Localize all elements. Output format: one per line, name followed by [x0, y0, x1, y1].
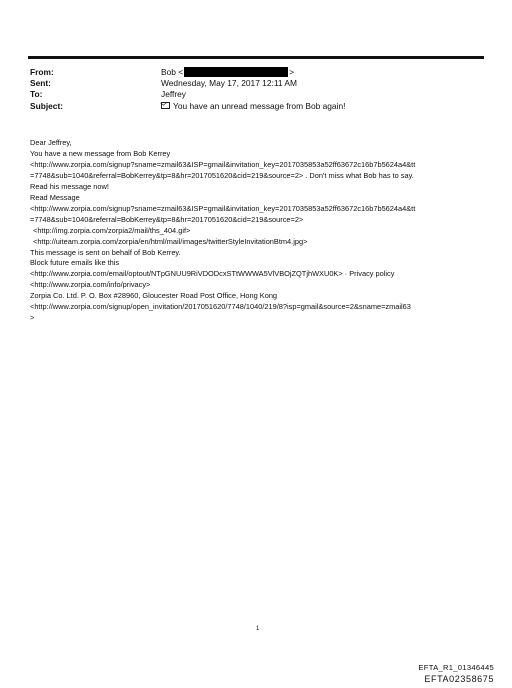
block-emails-link[interactable]: Block future emails like this [30, 258, 120, 268]
open-invitation-link[interactable]: <http://www.zorpia.com/signup/open_invitation/2017051620/7748/1040/219/8?isp=gmail&source=2&sname=zmail63 [30, 302, 411, 312]
body-line: You have a new message from Bob Kerrey [30, 148, 171, 158]
from-name: Bob < [161, 67, 184, 77]
open-invitation-link-cont[interactable]: > [30, 313, 35, 323]
subject-label: Subject: [30, 100, 64, 111]
image-link[interactable]: <http://uiteam.zorpia.com/zorpia/en/html/mail/images/twitterStyleInvitationBtm4.jpg> [33, 236, 308, 246]
bates-number-2: EFTA02358675 [424, 674, 494, 684]
from-row [30, 67, 480, 78]
signup-link-cont[interactable]: =7748&sub=1040&referral=BobKerrey&tp=8&hr=2017051620&cid=219&source=2> . Don't miss what Bob has to say. [30, 170, 414, 180]
company-address: Zorpia Co. Ltd. P. O. Box #28960, Gloucester Road Post Office, Hong Kong [30, 291, 278, 301]
from-value [161, 67, 480, 78]
sent-value: Wednesday, May 17, 2017 12:11 AM [161, 78, 297, 89]
read-message-link[interactable]: Read Message [30, 192, 80, 202]
read-message-url[interactable]: <http://www.zorpia.com/signup?sname=zmail63&ISP=gmail&invitation_key=2017035853a52ff63672c16b7b5624a4&tt [30, 203, 416, 213]
page-number: 1 [256, 626, 260, 632]
body-line: This message is sent on behalf of Bob Kerrey. [30, 247, 181, 257]
envelope-icon [161, 102, 170, 109]
sent-row [30, 78, 480, 89]
subject-row [30, 101, 480, 112]
from-label: From: [30, 67, 54, 77]
image-link[interactable]: <http://img.zorpia.com/zorpia2/mail/ths_404.gif> [33, 225, 191, 235]
subject-value: You have an unread message from Bob again! [173, 100, 346, 111]
redaction-box [184, 67, 288, 77]
header-rule [28, 56, 484, 59]
email-body [30, 138, 486, 324]
optout-link[interactable]: <http://www.zorpia.com/email/optout/NTpGNUU9RiVDODcxSTtWWWA5VlVBOjZQTjhWXU0K> · Privacy policy [30, 269, 395, 279]
subject-value-wrap [161, 101, 480, 112]
read-message-url-cont[interactable]: =7748&sub=1040&referral=BobKerrey&tp=8&hr=2017051620&cid=219&source=2> [30, 214, 304, 224]
sent-label: Sent: [30, 78, 51, 89]
bates-number-1: EFTA_R1_01346445 [418, 663, 494, 672]
signup-link[interactable]: <http://www.zorpia.com/signup?sname=zmail63&ISP=gmail&invitation_key=2017035853a52ff63672c16b7b5624a4&tt [30, 159, 416, 169]
greeting: Dear Jeffrey, [30, 138, 72, 147]
privacy-link[interactable]: <http://www.zorpia.com/info/privacy> [30, 280, 151, 290]
to-row [30, 89, 480, 100]
to-value: Jeffrey [161, 89, 186, 100]
to-label: To: [30, 89, 43, 100]
from-suffix: > [289, 67, 295, 77]
email-header [30, 67, 480, 112]
body-line: Read his message now! [30, 181, 109, 191]
